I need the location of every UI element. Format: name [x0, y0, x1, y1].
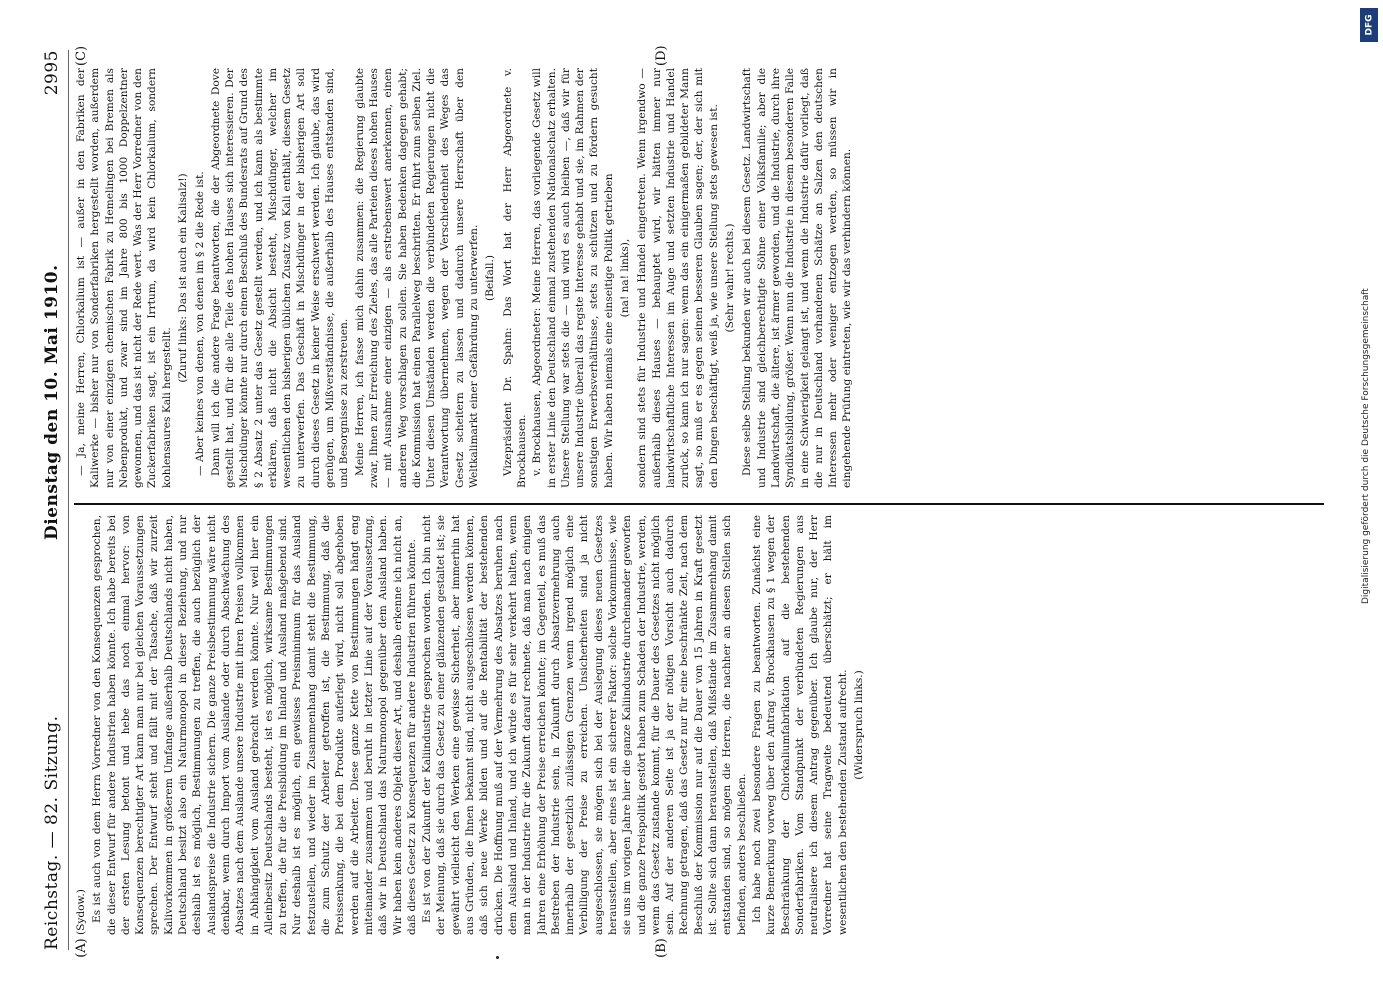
- dfg-logo: [1360, 8, 1378, 42]
- paragraph: Ich habe noch zwei besondere Fragen zu beantworten. Zunächst eine kurze Bemerkung vorweg über den Antrag v. Brockhausen zu § 1 wegen der Beschränkung der Chlorkaliumfabrikation auf die bestehenden Sonderfabriken. Vom Standpunkt der verbündeten Regierungen aus neutralisiere ich diesem Antrag gegenüber. Ich glaube nur, der Herr Vorredner hat seine Tragweite bedeutend überschätzt; er hält im wesentlichen den bestehenden Zustand aufrecht.: [750, 515, 849, 935]
- header-session: Reichstag. — 82. Sitzung.: [42, 715, 62, 950]
- margin-marker-b: (B): [654, 938, 669, 958]
- reaction: (Zuruf links: Das ist auch ein Kalisalz!): [177, 173, 190, 383]
- paragraph: v. Brockhausen, Abgeordneter: Meine Herren, das vorliegende Gesetz will in erster Linie den Deutschland einmal zustehenden Nationalschatz erhalten. Unsere Stellung war stets die — und wird es auch bleiben —, daß wir für unsere Industrie überall das regste Interesse gehabt und sie, im Rahmen der sonstigen Erwerbsverhältnisse, stets zu schützen und zu fördern gesucht haben. Wir haben niemals eine einseitige Politik getrieben: [531, 68, 615, 488]
- vice-president-line: Vizepräsident Dr. Spahn: Das Wort hat der Herr Abgeordnete v. Brockhausen.: [501, 68, 528, 488]
- left-column: [74, 515, 1324, 935]
- paragraph: — Aber keines von denen, von denen im § 2 die Rede ist.: [194, 171, 207, 476]
- reaction: (na! na! links),: [618, 238, 631, 318]
- reaction: (Sehr wahr! rechts.): [724, 223, 737, 333]
- paragraph: Dann will ich die andere Frage beantworten, die der Abgeordnete Dove gestellt hat, und für die alle Teile des hohen Hauses sich interessieren. Der Mischdünger könnte nur durch einen Beschluß des Bundesrats auf Grund des § 2 Absatz 2 unter das Gesetz gestellt werden, und ich kann als bestimmte erklären, daß nicht die Absicht besteht, Mischdünger, welcher im wesentlichen den bisherigen üblichen Zusatz von Kali enthält, diesem Gesetz zu unterwerfen. Das Geschäft in Mischdünger in der bisherigen Art soll durch dieses Gesetz in keiner Weise erschwert werden. Ich glaube, das wird genügen, um Mißverständnisse, die außerhalb des Hauses entstanden sind, und Besorgnisse zu zerstreuen.: [209, 68, 351, 488]
- dfg-logo-text: DFG: [1364, 14, 1375, 36]
- paragraph: — Ja, meine Herren, Chlorkalium ist — außer in den Fabriken der Kaliwerke — bisher nur von Sonderfabriken hergestellt worden, außerdem nur von einer einzigen chemischen Fabrik zu Hemelingen bei Bremen als Nebenprodukt, und zwar sind im Jahre 800 bis 1000 Doppelzentner gewonnen, und das ist nicht der Rede wert. Was der Herr Vorredner von den Zuckerfabriken sagt, ist ein Irrtum, da wird kein Chlorkalium, sondern kohlensaures Kali hergestellt.: [75, 68, 173, 488]
- margin-marker-c: (C): [74, 45, 89, 66]
- header-date: Dienstag den 10. Mai 1910.: [42, 264, 62, 540]
- paragraph: Es ist auch von dem Herrn Vorredner von den Konsequenzen gesprochen, die dieser Entwurf für andere Industrien haben könnte. Ich habe bereits bei der ersten Lesung betont und hebe das noch einmal hervor: von Konsequenzen berechtigter Art kann man nur bei gleichen Voraussetzungen sprechen. Der Entwurf steht und fällt mit der Tatsache, daß wir zurzeit Kalivorkommen in größerem Umfange außerhalb Deutschlands nicht haben, Deutschland besitzt also ein Naturmonopol in dieser Beziehung, und nur deshalb ist es möglich, Bestimmungen zu treffen, die auch bezüglich der Auslandspreise die Industrie sichern. Die ganze Preisbestimmung wäre nicht denkbar, wenn durch Import vom Auslande oder durch Abschwächung des Absatzes nach dem Auslande unsere Industrie mit ihren Preisen vollkommen in Abhängigkeit vom Ausland gebracht werden könnte. Nur weil hier ein Alleinbesitz Deutschlands besteht, ist es möglich, wirksame Bestimmungen zu treffen, die für die Preisbildung im Inland und Ausland maßgebend sind. Nur deshalb ist es möglich, ein gewisses Preisminimum für das Ausland festzustellen, und wieder im Zusammenhang damit steht die Bestimmung, die zum Schutz der Arbeiter getroffen ist, die Bestimmung, daß die Preissenkung, die bei dem Produkte auferlegt wird, nicht soll abgehoben werden auf die Arbeiter. Diese ganze Kette von Bestimmungen hängt eng miteinander zusammen und beruht in letzter Linie auf der Voraussetzung, daß wir in Deutschland das Naturmonopol gegenüber dem Ausland haben. Wir haben kein anderes Objekt dieser Art, und deshalb erkenne ich nicht an, daß dieses Gesetz zu Konsequenzen für andere Industrien führen könnte.: [91, 515, 418, 935]
- scan-speck: [496, 956, 499, 959]
- digitization-sidebar: [1355, 0, 1383, 1000]
- rotated-document-page: [38, 45, 1338, 958]
- speaker-tag: (Sydow.): [75, 889, 87, 935]
- reaction: (Beifall.): [484, 254, 497, 302]
- paragraph: Es ist von der Zukunft der Kaliindustrie gesprochen worden. Ich bin nicht der Meinung, daß sie durch das Gesetz zu einer glänzenden gestaltet ist; sie gewährt vielleicht den Werken eine gewisse Sicherheit, aber immerhin hat aus Gründen, die Ihnen bekannt sind, nicht ausgeschlossen werden können, daß sich neue Werke bilden und auf die Rentabilität der bestehenden drücken. Die Hoffnung muß auf der Vermehrung des Absatzes beruhen nach dem Ausland und Inland, und ich würde es für sehr verkehrt halten, wenn man in der Industrie für die Zukunft darauf rechnete, daß man nach einigen Jahren eine Erhöhung der Preise erreichen könnte; im Gegenteil, es muß das Bestreben der Industrie sein, in Zukunft durch Absatzvermehrung auch innerhalb der gesetzlich zulässigen Grenzen wenn irgend möglich eine Verbilligung der Preise zu erreichen. Unsicherheiten sind ja nicht ausgeschlossen, sie mögen sich bei der Auslegung dieses neuen Gesetzes herausstellen, aber eines ist ein sicherer Faktor: solche Vorkommnisse, wie sie uns im vorigen Jahre hier die ganze Kaliindustrie durcheinander geworfen und die ganze Preispolitik gestört haben zum Schaden der Industrie, werden, wenn das Gesetz zustande kommt, für die Dauer des Gesetzes nicht möglich sein. Auf der anderen Seite ist ja der nötigen Vorsicht auch dadurch Rechnung getragen, daß das Gesetz nur für eine beschränkte Zeit, nach dem Beschluß der Kommission nur auf die Dauer von 15 Jahren in Kraft gesetzt ist. Sollte sich dann herausstellen, daß Mißstände im Zusammenhang damit entstanden sind, so mögen die Herren, die nachher an diesen Stellen sich befinden, anders beschließen.: [421, 515, 748, 935]
- right-column: [74, 68, 1324, 488]
- reaction: (Widerspruch links.): [853, 670, 866, 780]
- header-rule: [68, 50, 69, 950]
- digitization-note: Digitalisierung gefördert durch die Deutsche Forschungsgemeinschaft: [1361, 288, 1371, 604]
- paragraph: sondern sind stets für Industrie und Handel eingetreten. Wenn irgendwo — außerhalb dieses Hauses — behauptet wird, wir hätten immer nur landwirtschaftliche Interessen im Auge und setzten Industrie und Handel zurück, so kann ich nur sagen: wenn das ein einigermaßen gebildeter Mann sagt, so muß er es gegen seinen besseren Glauben sagen; der, der sich mit den Dingen beschäftigt, weiß ja, wie unsere Stellung stets gewesen ist.: [636, 68, 720, 488]
- margin-marker-d: (D): [654, 45, 669, 66]
- column-divider: [74, 503, 1324, 505]
- page-header: [38, 50, 68, 950]
- paragraph: Diese selbe Stellung bekunden wir auch bei diesem Gesetz. Landwirtschaft und Industrie sind gleichberechtigte Söhne einer Volksfamilie; aber die Landwirtschaft, die ältere, ist ärmer geworden, und die Industrie, durch ihre Syndikatsbildung, größer. Wenn nun die Industrie in diesem besonderen Falle in eine Schwierigkeit gelangt ist, und wenn die Industrie dafür vorliegt, daß die nur in Deutschland vorhandenen Schätze an Salzen den deutschen Interessen mehr oder weniger entzogen werden, so müssen wir in eingehende Prüfung eintreten, wie wir das verhindern können.: [741, 68, 854, 488]
- paragraph: Meine Herren, ich fasse mich dahin zusammen: die Regierung glaubte zwar, Ihnen zur Erreichung des Zieles, das alle Parteien dieses hohen Hauses — mit Ausnahme einer einzigen — als erstrebenswert anerkennen, einen anderen Weg vorschlagen zu sollen. Sie haben Bedenken dagegen gehabt; die Kommission hat einen Parallelweg beschritten. Er führt zum selben Ziel. Unter diesen Umständen werden die verbündeten Regierungen nicht die Verantwortung übernehmen, wegen der Verschiedenheit des Weges das Gesetz scheitern zu lassen und dadurch unsere Herrschaft über den Weltkalimarkt einer Gefährdung zu unterwerfen.: [353, 68, 481, 488]
- margin-marker-a: (A): [74, 938, 89, 958]
- page-number: 2995: [42, 50, 62, 96]
